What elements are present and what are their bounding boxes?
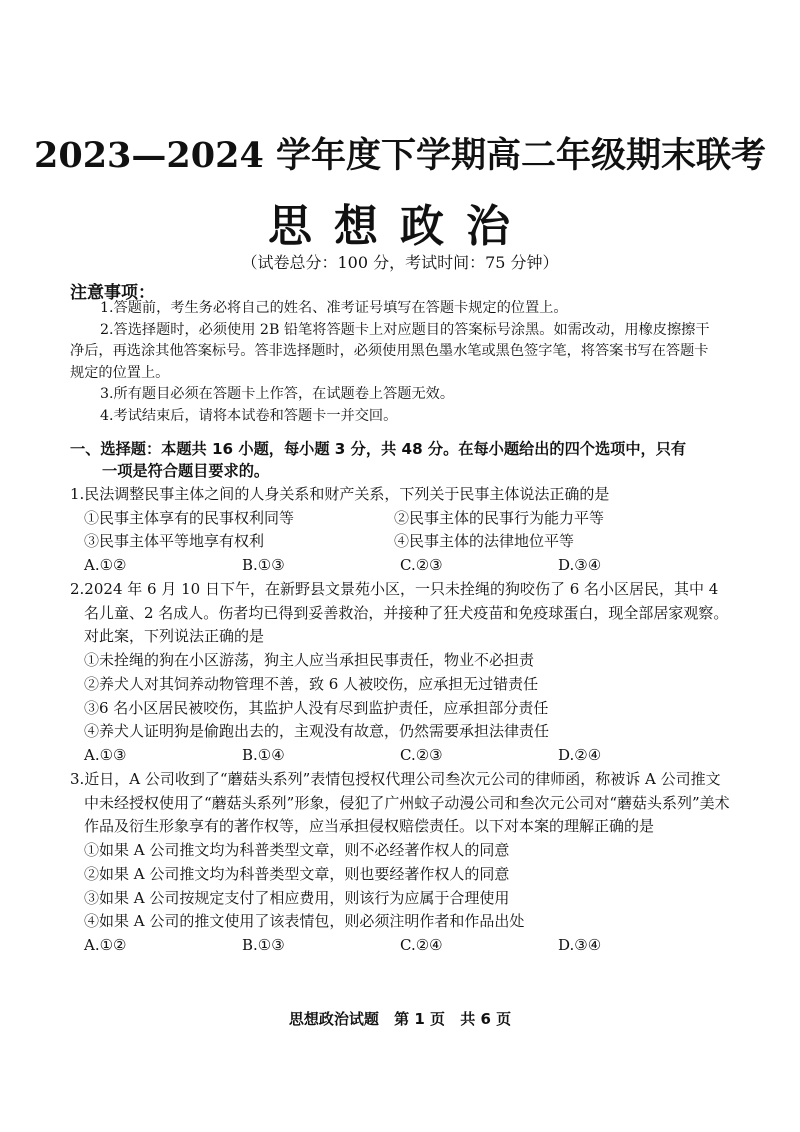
question-3 <box>70 768 730 958</box>
answer-options <box>70 554 730 578</box>
page-footer <box>0 1008 800 1029</box>
notice-list <box>70 298 720 427</box>
option-c: C.②③ <box>400 556 443 575</box>
option-c: C.②③ <box>400 745 443 764</box>
option-d: D.③④ <box>558 556 602 575</box>
section-heading <box>70 438 730 482</box>
section-heading-line: 一项是符合题目要求的。 <box>102 462 270 480</box>
statement: ③民事主体平等地享有权利 <box>84 532 265 551</box>
exam-title: 2023—2024 学年度下学期高二年级期末联考 <box>33 135 766 176</box>
question-stem: 2.2024 年 6 月 10 日下午，在新野县文景苑小区，一只未拴绳的狗咬伤了 6 名小区居民，其中 4 名儿童、2 名成人。伤者均已得到妥善救治，并接种了狂犬疫苗和免疫球蛋白，现全部居家观察。对此案，下列说法正确的是 <box>70 580 729 646</box>
statement-row <box>70 507 730 531</box>
option-c: C.②④ <box>400 935 443 954</box>
notice-heading: 注意事项： <box>70 283 155 303</box>
notice-item: 3.所有题目必须在答题卡上作答，在试题卷上答题无效。 <box>100 386 455 402</box>
statement: ③6 名小区居民被咬伤，其监护人没有尽到监护责任，应承担部分责任 <box>84 698 549 717</box>
notice-item: 4.考试结束后，请将本试卷和答题卡一并交回。 <box>100 407 398 424</box>
option-d: D.③④ <box>558 935 602 954</box>
option-a: A.①③ <box>84 745 127 764</box>
subject-title: 思想政治 <box>268 201 532 252</box>
question-stem: 3.近日，A 公司收到了“蘑菇头系列”表情包授权代理公司叁次元公司的律师函，称被诉 A 公司推文中未经授权使用了“蘑菇头系列”形象，侵犯了广州蚊子动漫公司和叁次元公司对“蘑菇头系列”美术作品及衍生形象享有的著作权等，应当承担侵权赔偿责任。以下对本案的理解正确的是 <box>70 770 730 836</box>
statement: ②养犬人对其饲养动物管理不善，致 6 人被咬伤，应承担无过错责任 <box>84 674 539 693</box>
notice-item: 1.答题前，考生务必将自己的姓名、准考证号填写在答题卡规定的位置上。 <box>100 300 568 316</box>
statement: ④养犬人证明狗是偷跑出去的，主观没有故意，仍然需要承担法律责任 <box>84 722 550 741</box>
notice-item: 2.答选择题时，必须使用 2B 铅笔将答题卡上对应题目的答案标号涂黑。如需改动，用橡皮擦擦干净后，再选涂其他答案标号。答非选择题时，必须使用黑色墨水笔或黑色签字笔，将答案书写在答题卡规定的位置上。 <box>70 321 710 381</box>
statement: ①如果 A 公司推文均为科普类型文章，则不必经著作权人的同意 <box>84 841 510 860</box>
statement: ①民事主体享有的民事权利同等 <box>84 508 295 527</box>
statement: ②民事主体的民事行为能力平等 <box>394 508 605 527</box>
exam-info: （试卷总分：100 分，考试时间：75 分钟） <box>241 253 559 272</box>
question-2 <box>70 578 730 768</box>
answer-options <box>70 744 730 768</box>
option-d: D.②④ <box>558 745 602 764</box>
footer-total-pages: 共 6 页 <box>460 1010 512 1028</box>
statement: ④民事主体的法律地位平等 <box>394 532 575 551</box>
footer-page-number: 第 1 页 <box>394 1010 445 1028</box>
statement: ①未拴绳的狗在小区游荡，狗主人应当承担民事责任，物业不必担责 <box>84 651 535 670</box>
statement: ③如果 A 公司按规定支付了相应费用，则该行为应属于合理使用 <box>84 888 510 907</box>
option-b: B.①③ <box>242 935 285 954</box>
footer-subject: 思想政治试题 <box>288 1010 379 1028</box>
answer-options <box>70 934 730 958</box>
question-1 <box>70 483 730 578</box>
option-b: B.①④ <box>242 745 285 764</box>
statement-row <box>70 530 730 554</box>
option-a: A.①② <box>84 935 127 954</box>
section-heading-line: 一、选择题：本题共 16 小题，每小题 3 分，共 48 分。在每小题给出的四个选项中，只有 <box>70 440 687 458</box>
question-stem: 1.民法调整民事主体之间的人身关系和财产关系，下列关于民事主体说法正确的是 <box>70 485 610 503</box>
statement: ④如果 A 公司的推文使用了该表情包，则必须注明作者和作品出处 <box>84 912 525 931</box>
statement: ②如果 A 公司推文均为科普类型文章，则也要经著作权人的同意 <box>84 864 510 883</box>
option-a: A.①② <box>84 556 127 575</box>
option-b: B.①③ <box>242 556 285 575</box>
